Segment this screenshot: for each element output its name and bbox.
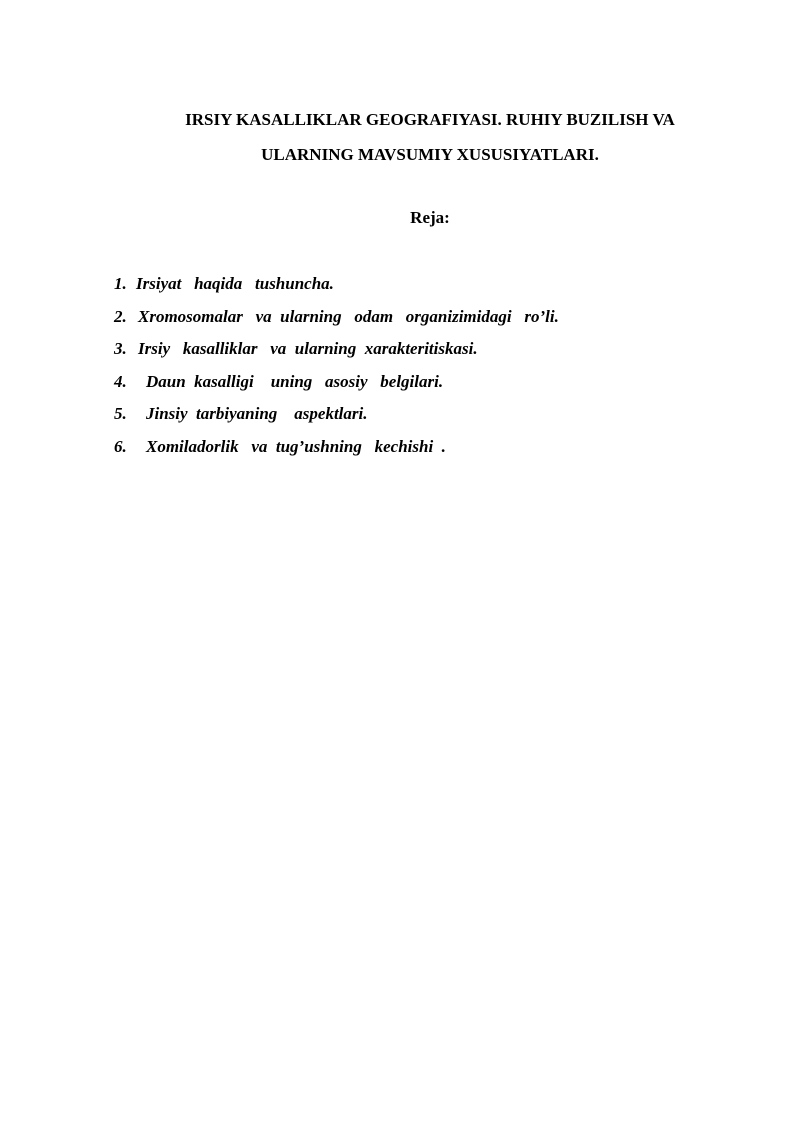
plan-item-text: Irsiy kasalliklar va ularning xarakteritiskasi. [138, 339, 478, 359]
plan-item [114, 306, 559, 339]
plan-item-number: 5. [114, 404, 127, 424]
plan-heading: Reja: [410, 208, 450, 227]
plan-item-text: Jinsiy tarbiyaning aspektlari. [146, 404, 368, 424]
plan-item [114, 273, 559, 306]
plan-item-text: Xromosomalar va ularning odam organizimidagi ro’li. [138, 306, 559, 326]
plan-item [114, 403, 559, 436]
plan-list [114, 273, 559, 469]
plan-item-number: 4. [114, 371, 127, 391]
plan-item [114, 371, 559, 404]
document-title-line-2: ULARNING MAVSUMIY XUSUSIYATLARI. [261, 145, 599, 164]
plan-item-number: 6. [114, 436, 127, 456]
plan-item [114, 338, 559, 371]
plan-item-text: Xomiladorlik va tug’ushning kechishi . [146, 436, 446, 456]
plan-item-number: 1. [114, 274, 127, 293]
plan-item [114, 436, 559, 469]
plan-item-number: 2. [114, 306, 127, 326]
plan-item-text: Irsiyat haqida tushuncha. [136, 274, 334, 293]
plan-item-number: 3. [114, 339, 127, 359]
document-title-line-1: IRSIY KASALLIKLAR GEOGRAFIYASI. RUHIY BUZILISH VA [185, 110, 675, 129]
plan-item-text: Daun kasalligi uning asosiy belgilari. [146, 371, 444, 391]
